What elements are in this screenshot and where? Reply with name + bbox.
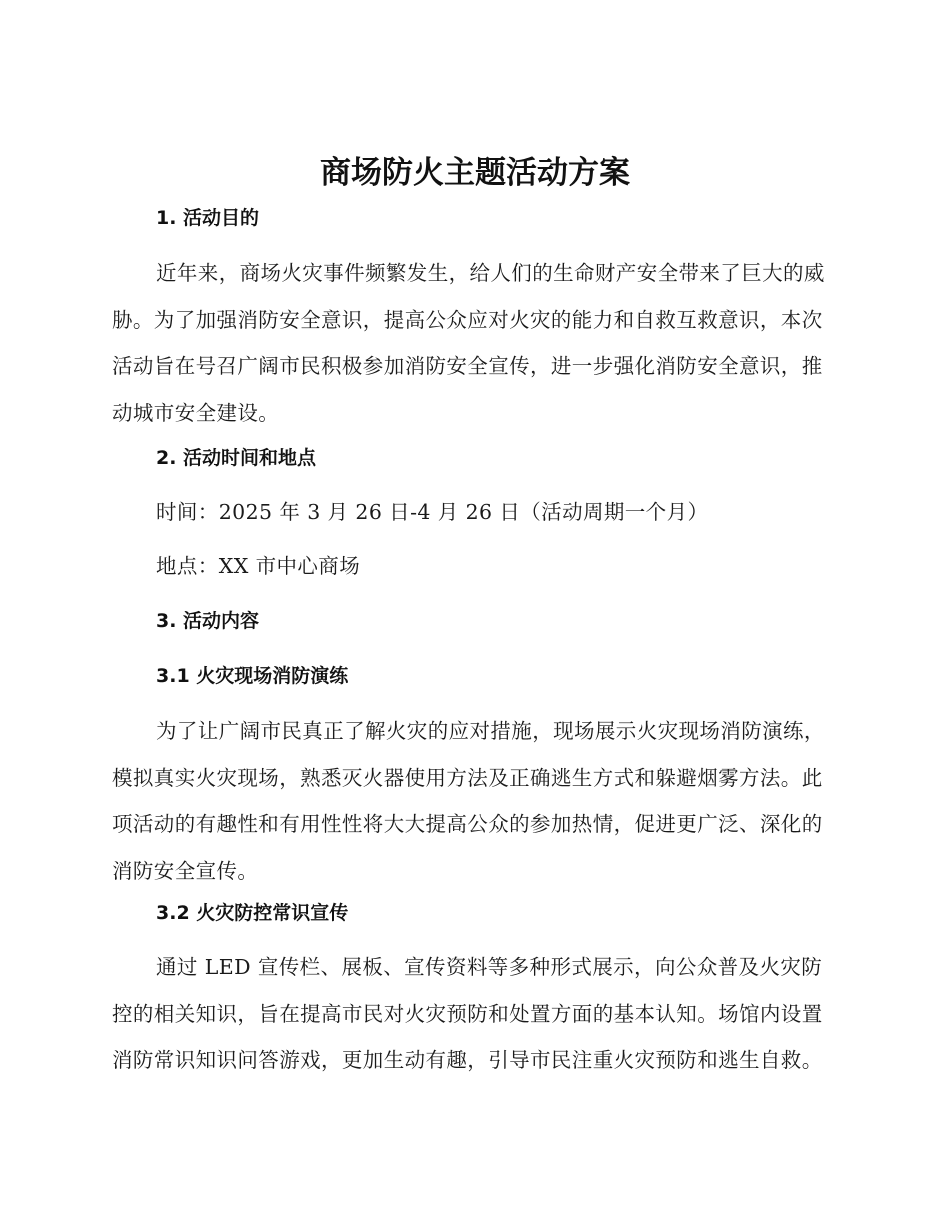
event-place-line: 地点：XX 市中心商场	[156, 554, 361, 578]
section-heading-content: 3. 活动内容	[156, 610, 260, 632]
paragraph-fire-drill: 为了让广阔市民真正了解火灾的应对措施，现场展示火灾现场消防演练，模拟真实火灾现场，熟悉灭火器使用方法及正确逃生方式和躲避烟雾方法。此项活动的有趣性和有用性性将大大提高公众的参加热情，促进更广泛、深化的消防安全宣传。	[112, 719, 825, 883]
event-time-line: 时间：2025 年 3 月 26 日-4 月 26 日（活动周期一个月）	[156, 500, 709, 524]
section-heading-purpose: 1. 活动目的	[156, 207, 260, 229]
section-heading-time-place: 2. 活动时间和地点	[156, 447, 317, 469]
subsection-heading-prevention-knowledge: 3.2 火灾防控常识宣传	[156, 902, 349, 924]
paragraph-purpose: 近年来，商场火灾事件频繁发生，给人们的生命财产安全带来了巨大的威胁。为了加强消防安全意识，提高公众应对火灾的能力和自救互救意识，本次活动旨在号召广阔市民积极参加消防安全宣传，进一步强化消防安全意识，推动城市安全建设。	[112, 261, 825, 425]
paragraph-prevention-knowledge: 通过 LED 宣传栏、展板、宣传资料等多种形式展示，向公众普及火灾防控的相关知识，旨在提高市民对火灾预防和处置方面的基本认知。场馆内设置消防常识知识问答游戏，更加生动有趣，引导市民注重火灾预防和逃生自救。	[112, 955, 823, 1072]
subsection-heading-fire-drill: 3.1 火灾现场消防演练	[156, 665, 349, 687]
document-title: 商场防火主题活动方案	[320, 155, 630, 191]
